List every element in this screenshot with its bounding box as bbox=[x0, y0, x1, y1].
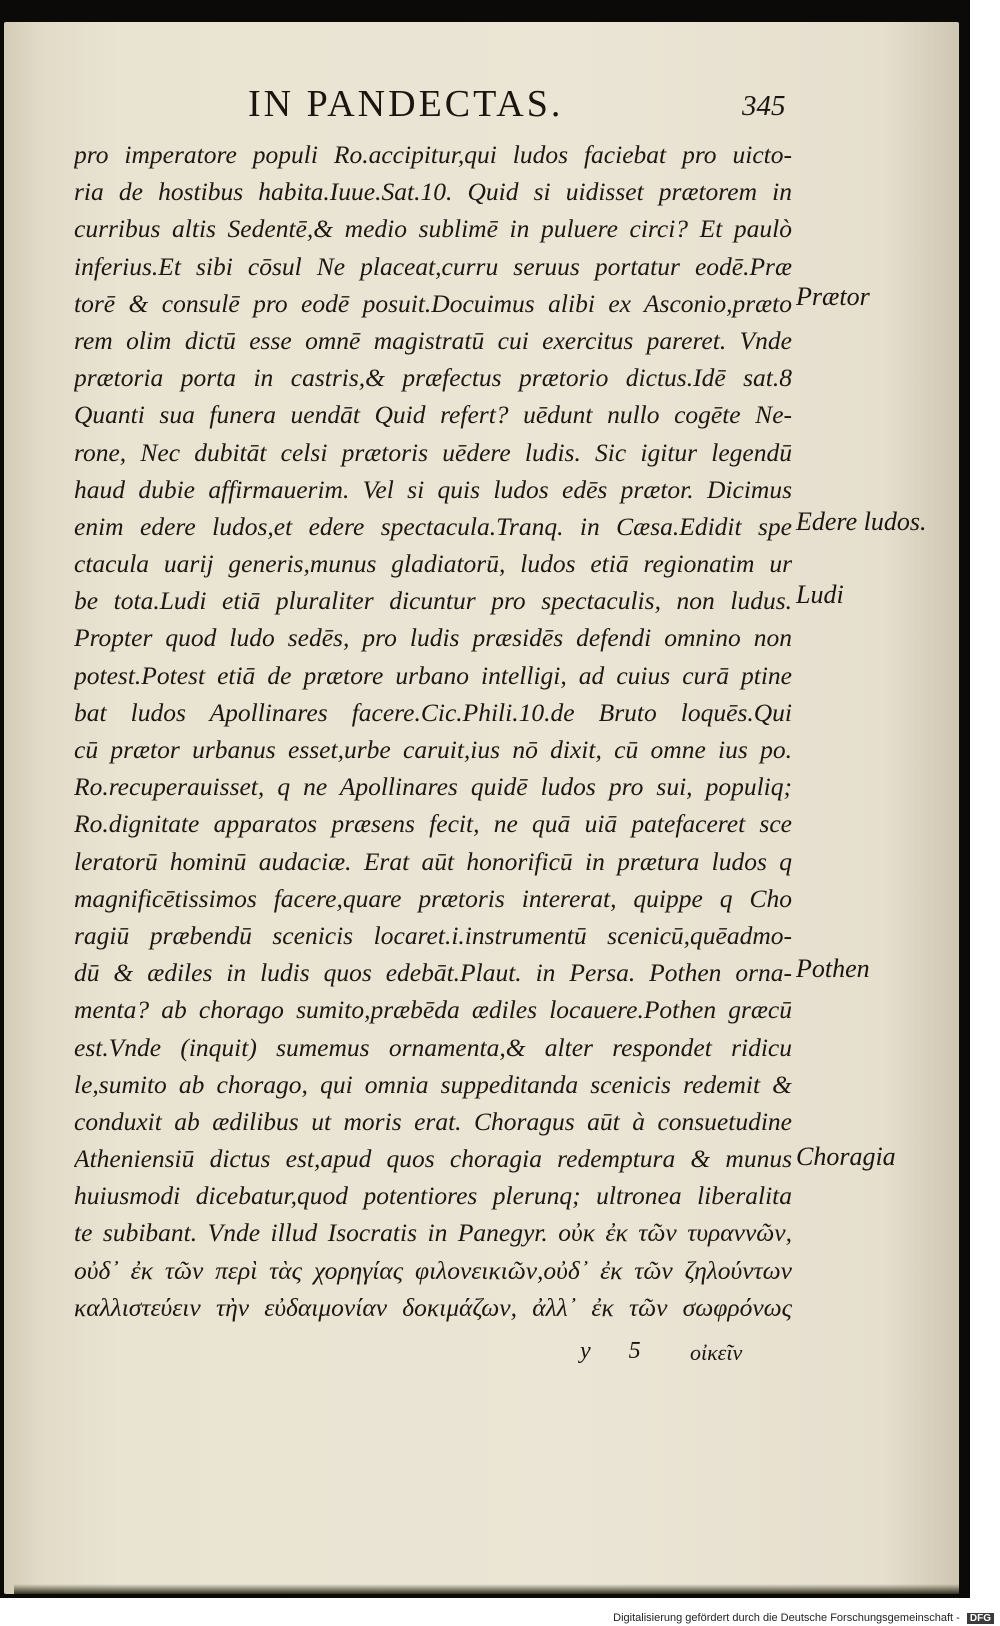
text-line: ctacula uarij generis,munus gladiatorū, ludos etiā regionatim ur bbox=[74, 549, 792, 579]
margin-note-pothen: Pothen bbox=[796, 954, 870, 983]
text-line: ria de hostibus habita.Iuue.Sat.10. Quid si uidisset prætorem in bbox=[74, 177, 792, 207]
margin-note-edere-ludos: Edere ludos. bbox=[796, 507, 927, 536]
text-line: Ro.recuperauisset, q ne Apollinares quidē ludos pro sui, populiq; bbox=[74, 772, 792, 802]
text-line: conduxit ab ædilibus ut moris erat. Choragus aūt à consuetudine bbox=[74, 1106, 792, 1136]
credit-text: Digitalisierung gefördert durch die Deutsche Forschungsgemeinschaft - bbox=[613, 1612, 960, 1624]
margin-note-ludi: Ludi bbox=[796, 580, 844, 609]
text-line: cū prætor urbanus esset,urbe caruit,ius nō dixit, cū omne ius po. bbox=[74, 735, 792, 764]
text-line: haud dubie affirmauerim. Vel si quis ludos edēs prætor. Dicimus bbox=[74, 474, 792, 504]
text-line: prætoria porta in castris,& præfectus prætorio dictus.Idē sat.8 bbox=[74, 363, 792, 393]
digitization-credit bbox=[613, 1612, 994, 1624]
text-line: est.Vnde (inquit) sumemus ornamenta,& alter respondet ridicu bbox=[74, 1032, 792, 1062]
text-line: οὐδ᾽ ἐκ τῶν περὶ τὰς χορηγίας φιλονεικιῶν,οὐδ᾽ ἐκ τῶν ζηλούντων bbox=[74, 1255, 792, 1285]
catchword: οἰκεῖν bbox=[690, 1340, 743, 1365]
text-line: καλλιστεύειν τὴν εὐδαιμονίαν δοκιμάζων, ἀλλ᾽ ἐκ τῶν σωφρόνως bbox=[74, 1292, 792, 1322]
text-line: torē & consulē pro eodē posuit.Docuimus alibi ex Asconio,præto bbox=[74, 288, 792, 318]
text-line: ragiū præbendū scenicis locaret.i.instrumentū scenicū,quēadmo- bbox=[74, 920, 792, 950]
text-line: Propter quod ludo sedēs, pro ludis præsidēs defendi omnino non bbox=[74, 623, 792, 653]
text-line: dū & ædiles in ludis quos edebāt.Plaut. in Persa. Pothen orna- bbox=[74, 958, 792, 988]
page-number: 345 bbox=[742, 90, 786, 122]
text-line: rem olim dictū esse omnē magistratū cui exercitus pareret. Vnde bbox=[74, 325, 792, 355]
text-line: leratorū hominū audaciæ. Erat aūt honorificū in prætura ludos q bbox=[74, 846, 792, 876]
margin-note-praetor: Prætor bbox=[796, 282, 870, 311]
dfg-logo: DFG bbox=[967, 1613, 994, 1624]
text-line: rone, Nec dubitāt celsi prætoris uēdere ludis. Sic igitur legendū bbox=[74, 437, 792, 467]
margin-note-choragia: Choragia bbox=[796, 1142, 896, 1171]
text-line: Atheniensiū dictus est,apud quos choragia redemptura & munus bbox=[74, 1144, 792, 1174]
text-line: inferius.Et sibi cōsul Ne placeat,curru seruus portatur eodē.Præ bbox=[74, 251, 792, 281]
text-line: Ro.dignitate apparatos præsens fecit, ne quā uiā patefaceret sce bbox=[74, 809, 792, 839]
text-line: potest.Potest etiā de prætore urbano intelligi, ad cuius curā ptine bbox=[74, 660, 792, 690]
signature-mark: y 5 bbox=[580, 1338, 657, 1364]
text-line: le,sumito ab chorago, qui omnia suppeditanda scenicis redemit & bbox=[74, 1069, 792, 1099]
text-line: menta? ab chorago sumito,præbēda ædiles locauere.Pothen græcū bbox=[74, 995, 792, 1025]
text-line: pro imperatore populi Ro.accipitur,qui ludos faciebat pro uicto- bbox=[74, 140, 792, 169]
text-line: huiusmodi dicebatur,quod potentiores plerunq; ultronea liberalita bbox=[74, 1181, 792, 1211]
text-line: magnificētissimos facere,quare prætoris intererat, quippe q Cho bbox=[74, 883, 792, 913]
text-line: te subibant. Vnde illud Isocratis in Panegyr. οὐκ ἐκ τῶν τυραννῶν, bbox=[74, 1218, 792, 1248]
text-line: curribus altis Sedentē,& medio sublimē in puluere circi? Et paulò bbox=[74, 214, 792, 244]
body-text bbox=[74, 136, 792, 1326]
text-line: enim edere ludos,et edere spectacula.Tranq. in Cæsa.Edidit spe bbox=[74, 511, 792, 541]
text-line: be tota.Ludi etiā pluraliter dicuntur pro spectaculis, non ludus. bbox=[74, 586, 792, 616]
running-head: IN PANDECTAS. bbox=[248, 83, 564, 125]
text-line: bat ludos Apollinares facere.Cic.Phili.10.de Bruto loquēs.Qui bbox=[74, 697, 792, 727]
text-line: Quanti sua funera uendāt Quid refert? uēdunt nullo cogēte Ne- bbox=[74, 400, 792, 430]
